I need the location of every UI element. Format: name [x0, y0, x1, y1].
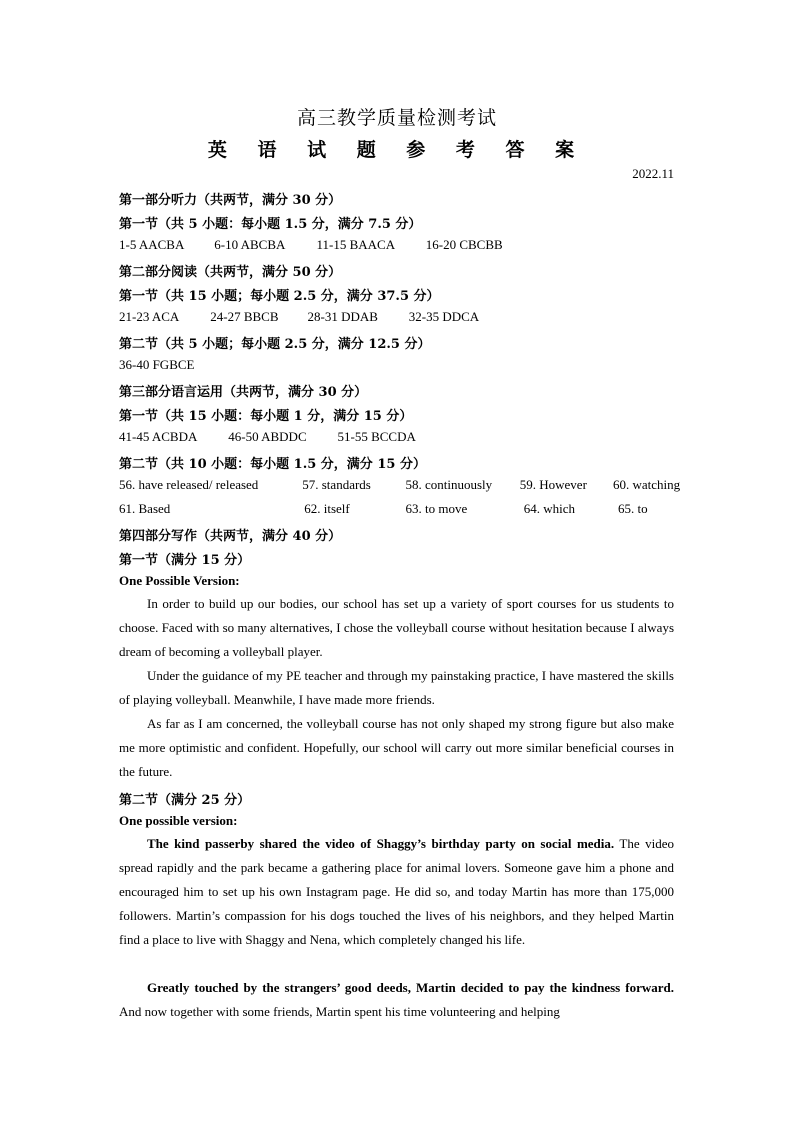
- answer-item: 63. to move: [405, 501, 468, 516]
- part3-section1-heading: 第一节（共 15 小题：每小题 1 分，满分 15 分）: [119, 409, 413, 424]
- answer-item: 56. have released/ released: [119, 477, 259, 492]
- version-label: One Possible Version:: [119, 573, 240, 588]
- answer-item: 61. Based: [119, 501, 171, 516]
- answer-item: 65. to: [618, 501, 648, 516]
- version-label: One possible version:: [119, 813, 238, 828]
- answer-item: 59. However: [519, 477, 587, 492]
- part3-answers-row2: [119, 501, 648, 517]
- part3-answers1: [119, 429, 416, 445]
- part3-answers-row1: [119, 477, 680, 493]
- answer-group: 32-35 DDCA: [408, 309, 480, 324]
- answer-item: 64. which: [523, 501, 576, 516]
- answer-group: 41-45 ACBDA: [119, 429, 198, 444]
- part3-section2-heading: 第二节（共 10 小题：每小题 1.5 分，满分 15 分）: [119, 457, 426, 472]
- part4-section1-heading: 第一节（满分 15 分）: [119, 553, 251, 568]
- part2-answers1: [119, 309, 479, 325]
- part2-answers2: [119, 357, 194, 373]
- answer-group: 36-40 FGBCE: [119, 357, 195, 372]
- essay2-paragraph: [119, 832, 674, 952]
- answer-item: 62. itself: [304, 501, 350, 516]
- answer-item: 57. standards: [302, 477, 371, 492]
- answer-item: 58. continuously: [405, 477, 493, 492]
- essay1-text: As far as I am concerned, the volleyball course has not only shaped my strong figure but also make me more optimistic and confident. Hopefully, our school will carry out more similar beneficial courses in the future.: [119, 716, 674, 779]
- essay1-paragraph: [119, 592, 674, 664]
- answer-group: 11-15 BAACA: [316, 237, 396, 252]
- essay1-text: Under the guidance of my PE teacher and through my painstaking practice, I have mastered the skills of playing volleyball. Meanwhile, I have made more friends.: [119, 668, 674, 707]
- essay1-paragraph: [119, 664, 674, 712]
- essay1-paragraph: [119, 712, 674, 784]
- essay2-text: The video spread rapidly and the park became a gathering place for animal lovers. Someone gave him a phone and encouraged him to set up his own Instagram page. He did so, and today Martin has more than 175,000 followers. Martin’s compassion for his dogs touched the lives of his neighbors, and they helped Martin find a place to live with Shaggy and Nena, which completely changed his life.: [119, 836, 674, 947]
- answer-group: 1-5 AACBA: [119, 237, 185, 252]
- answer-group: 46-50 ABDDC: [228, 429, 307, 444]
- part4-section2-heading: 第二节（满分 25 分）: [119, 793, 251, 808]
- answer-key-title: 英 语 试 题 参 考 答 案: [207, 139, 587, 161]
- essay2-text: And now together with some friends, Martin spent his time volunteering and helping: [119, 1004, 560, 1019]
- paragraph-opening-sentence: The kind passerby shared the video of Shaggy’s birthday party on social media.: [147, 836, 615, 851]
- exam-date: 2022.11: [632, 166, 674, 181]
- part2-heading: 第二部分阅读（共两节，满分 50 分）: [119, 265, 342, 280]
- part2-section1-heading: 第一节（共 15 小题；每小题 2.5 分，满分 37.5 分）: [119, 289, 440, 304]
- part2-section2-heading: 第二节（共 5 小题；每小题 2.5 分，满分 12.5 分）: [119, 337, 431, 352]
- answer-group: 16-20 CBCBB: [425, 237, 503, 252]
- part3-heading: 第三部分语言运用（共两节，满分 30 分）: [119, 385, 368, 400]
- answer-group: 6-10 ABCBA: [214, 237, 286, 252]
- part1-section1-heading: 第一节（共 5 小题：每小题 1.5 分，满分 7.5 分）: [119, 217, 422, 232]
- part4-heading: 第四部分写作（共两节，满分 40 分）: [119, 529, 342, 544]
- part1-heading: 第一部分听力（共两节，满分 30 分）: [119, 193, 342, 208]
- answer-group: 24-27 BBCB: [210, 309, 279, 324]
- exam-title: 高三教学质量检测考试: [296, 107, 497, 129]
- answer-group: 28-31 DDAB: [307, 309, 378, 324]
- essay1-text: In order to build up our bodies, our school has set up a variety of sport courses for us students to choose. Faced with so many alternatives, I chose the volleyball course without hesitation because I always dream of becoming a volleyball player.: [119, 596, 674, 659]
- answer-group: 21-23 ACA: [119, 309, 180, 324]
- answer-group: 51-55 BCCDA: [337, 429, 416, 444]
- part1-answers: [119, 237, 503, 253]
- paragraph-opening-sentence: Greatly touched by the strangers’ good deeds, Martin decided to pay the kindness forward.: [147, 980, 674, 995]
- answer-item: 60. watching: [613, 477, 681, 492]
- essay2-paragraph: [119, 976, 674, 1024]
